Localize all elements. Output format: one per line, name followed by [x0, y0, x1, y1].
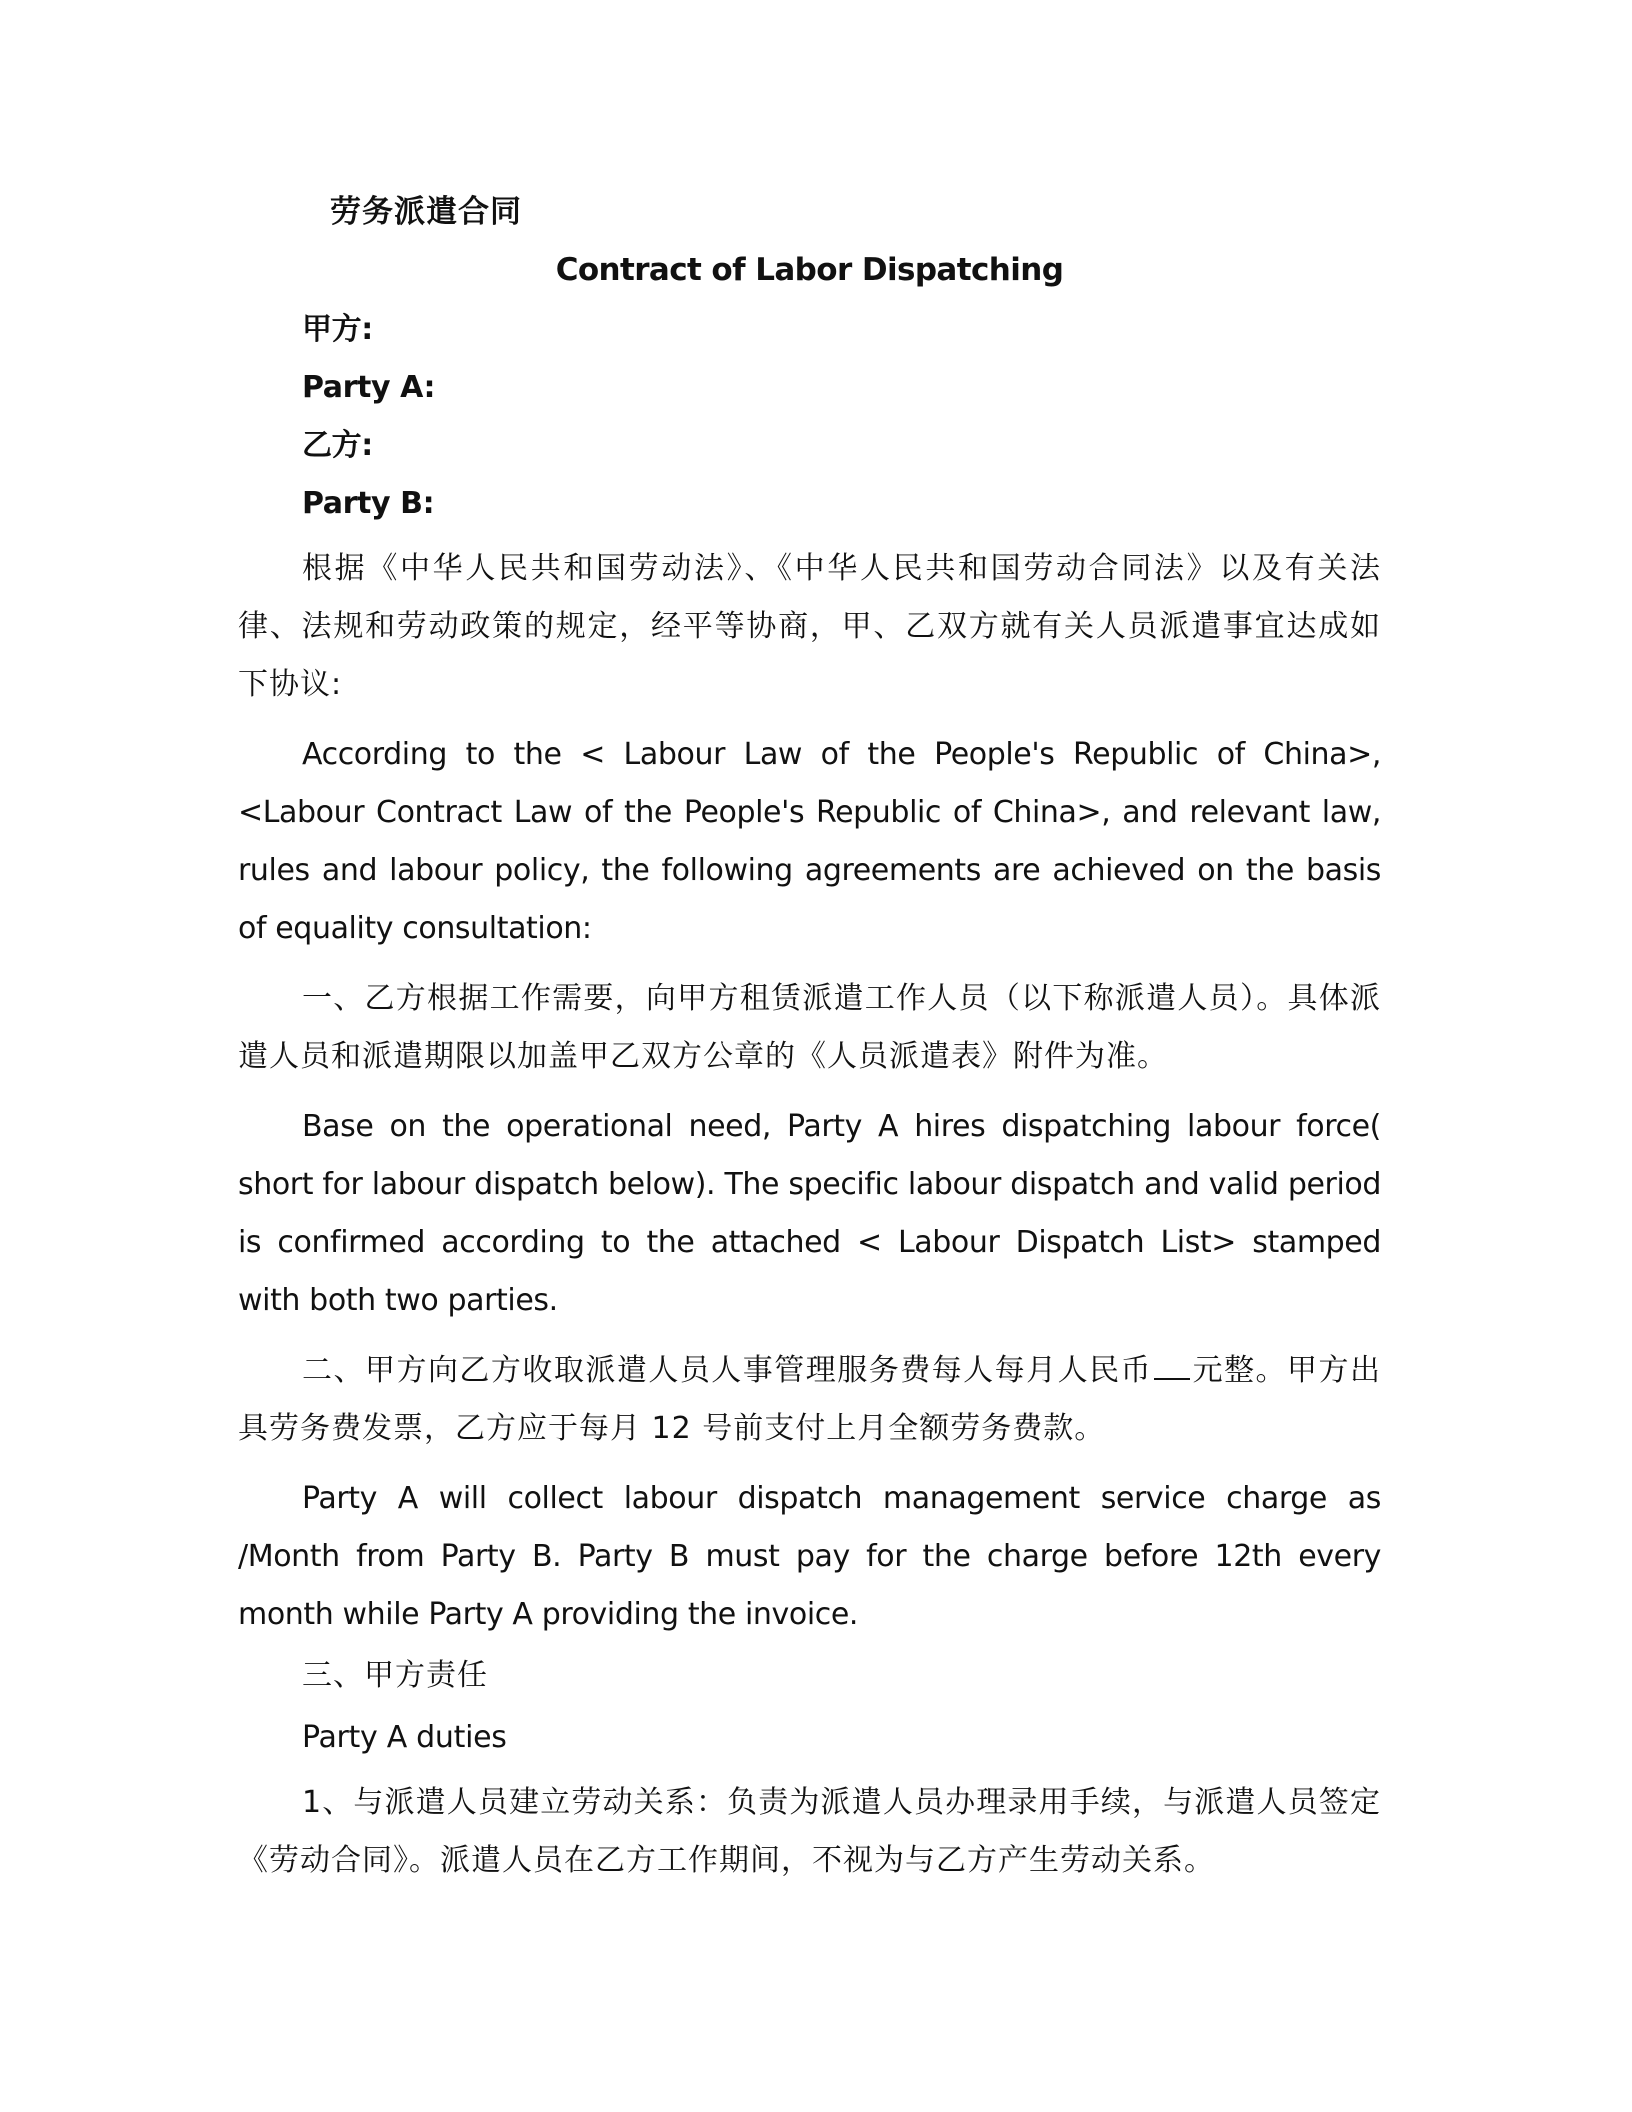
party-b-cn-label: 乙方:: [302, 428, 373, 463]
party-a-en-label: Party A:: [302, 370, 436, 405]
intro-paragraph-en: According to the < Labour Law of the People's Republic of China>, <Labour Contract Law of the People's Republic of China>, and relevant law, rules and labour policy, the following agreements are achieved on the basis of equality consultation:: [238, 737, 1381, 946]
amount-blank: [1154, 1350, 1190, 1380]
clause-2-en: Party A will collect labour dispatch management service charge as /Month from Party B. Party B must pay for the charge before 12th every month while Party A providing the invoice.: [238, 1481, 1381, 1632]
section-3-heading-cn: 三、甲方责任: [302, 1658, 488, 1693]
clause-2-cn-part2: 元整。甲方出具劳务费发票，乙方应于每月 12 号前支付上月全额劳务费款。: [238, 1353, 1382, 1446]
item-1-cn: 1、与派遣人员建立劳动关系：负责为派遣人员办理录用手续，与派遣人员签定《劳动合同》。派遣人员在乙方工作期间，不视为与乙方产生劳动关系。: [238, 1785, 1381, 1878]
section-3-heading-en: Party A duties: [302, 1720, 507, 1755]
clause-2-cn-part1: 二、甲方向乙方收取派遣人员人事管理服务费每人每月人民币: [302, 1353, 1153, 1388]
document-body: [238, 190, 1381, 1902]
party-a-cn-label: 甲方:: [302, 312, 373, 347]
title-english: Contract of Labor Dispatching: [555, 252, 1064, 288]
clause-2-cn: [238, 1342, 1381, 1458]
clause-1-cn: 一、乙方根据工作需要，向甲方租赁派遣工作人员（以下称派遣人员）。具体派遣人员和派遣期限以加盖甲乙双方公章的《人员派遣表》附件为准。: [238, 981, 1381, 1074]
intro-paragraph-cn: 根据《中华人民共和国劳动法》、《中华人民共和国劳动合同法》以及有关法律、法规和劳动政策的规定，经平等协商，甲、乙双方就有关人员派遣事宜达成如下协议:: [238, 551, 1381, 702]
party-b-en-label: Party B:: [302, 486, 435, 521]
title-chinese: 劳务派遣合同: [330, 194, 522, 230]
clause-1-en: Base on the operational need, Party A hires dispatching labour force( short for labour dispatch below). The specific labour dispatch and valid period is confirmed according to the attached < Labour Dispatch List> stamped with both two parties.: [238, 1109, 1381, 1318]
